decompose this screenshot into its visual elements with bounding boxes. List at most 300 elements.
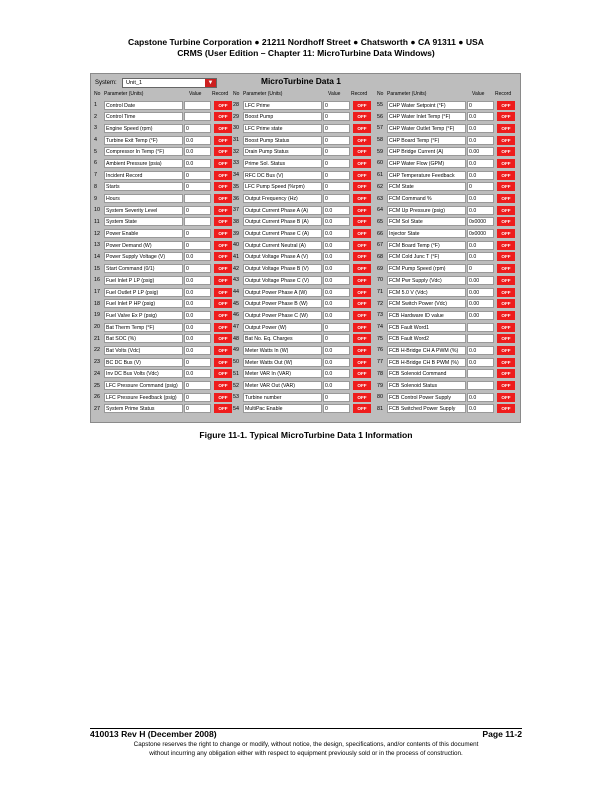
parameter-row bbox=[232, 169, 374, 181]
parameter-name: FCB H-Bridge CH B PWM (%) bbox=[387, 358, 466, 367]
parameter-number: 12 bbox=[94, 230, 100, 237]
parameter-row bbox=[376, 193, 518, 205]
parameter-row bbox=[232, 344, 374, 356]
parameter-number: 72 bbox=[377, 300, 383, 307]
page-header bbox=[0, 37, 612, 59]
parameter-value: 0 bbox=[184, 229, 211, 238]
record-toggle-button[interactable]: OFF bbox=[497, 147, 515, 156]
parameter-value: 0 bbox=[323, 147, 350, 156]
record-toggle-button[interactable]: OFF bbox=[214, 288, 232, 297]
record-toggle-button[interactable]: OFF bbox=[353, 147, 371, 156]
parameter-name: Inv DC Bus Volts (Vdc) bbox=[104, 369, 183, 378]
parameter-value: 0 bbox=[184, 241, 211, 250]
parameter-number: 1 bbox=[94, 102, 97, 108]
column-header-param: Parameter (Units) bbox=[104, 91, 144, 97]
column-header bbox=[376, 90, 518, 99]
parameter-number: 28 bbox=[233, 102, 239, 108]
parameter-value: 0 bbox=[184, 124, 211, 133]
parameter-number: 75 bbox=[377, 335, 383, 342]
record-toggle-button[interactable]: OFF bbox=[353, 252, 371, 261]
column-header-value: Value bbox=[189, 91, 202, 97]
record-toggle-button[interactable]: OFF bbox=[214, 252, 232, 261]
parameter-name: System Severity Level bbox=[104, 206, 183, 215]
parameter-name: FCM 5.0 V (Vdc) bbox=[387, 288, 466, 297]
parameter-value: 0.0 bbox=[467, 206, 494, 215]
record-toggle-button[interactable]: OFF bbox=[353, 358, 371, 367]
parameter-name: Injector State bbox=[387, 229, 466, 238]
parameter-row bbox=[93, 193, 235, 205]
parameter-value: 0.0 bbox=[467, 136, 494, 145]
record-toggle-button[interactable]: OFF bbox=[353, 393, 371, 402]
parameter-number: 78 bbox=[377, 370, 383, 377]
parameter-name: Turbine Exit Temp (°F) bbox=[104, 136, 183, 145]
parameter-name: Output Power (W) bbox=[243, 323, 322, 332]
parameter-name: FCB Control Power Supply bbox=[387, 393, 466, 402]
parameter-row bbox=[232, 333, 374, 345]
parameter-number: 76 bbox=[377, 347, 383, 354]
parameter-number: 77 bbox=[377, 359, 383, 366]
record-toggle-button[interactable]: OFF bbox=[497, 346, 515, 355]
parameter-value: 0 bbox=[467, 101, 494, 110]
record-toggle-button[interactable]: OFF bbox=[353, 241, 371, 250]
parameter-number: 47 bbox=[233, 324, 239, 331]
parameter-name: Hours bbox=[104, 194, 183, 203]
record-toggle-button[interactable]: OFF bbox=[497, 101, 515, 110]
parameter-row bbox=[93, 391, 235, 403]
record-toggle-button[interactable]: OFF bbox=[497, 276, 515, 285]
record-toggle-button[interactable]: OFF bbox=[214, 323, 232, 332]
parameter-row bbox=[93, 380, 235, 392]
parameter-name: Meter Watts In (W) bbox=[243, 346, 322, 355]
parameter-name: Power Supply Voltage (V) bbox=[104, 252, 183, 261]
parameter-value: 0.0 bbox=[467, 404, 494, 413]
record-toggle-button[interactable]: OFF bbox=[353, 206, 371, 215]
disclaimer-line-2: without incurring any obligation either with respect to equipment previously sold or in the process of construction. bbox=[149, 749, 463, 757]
parameter-name: LFC Pressure Feedback (psig) bbox=[104, 393, 183, 402]
parameter-number: 73 bbox=[377, 312, 383, 319]
record-toggle-button[interactable]: OFF bbox=[353, 182, 371, 191]
parameter-row bbox=[232, 391, 374, 403]
parameter-row bbox=[93, 99, 235, 111]
parameter-number: 49 bbox=[233, 347, 239, 354]
parameter-number: 34 bbox=[233, 172, 239, 179]
parameter-number: 80 bbox=[377, 394, 383, 401]
parameter-row bbox=[232, 122, 374, 134]
parameter-number: 33 bbox=[233, 160, 239, 167]
parameter-number: 44 bbox=[233, 289, 239, 295]
record-toggle-button[interactable]: OFF bbox=[214, 404, 232, 413]
parameter-row bbox=[232, 356, 374, 368]
record-toggle-button[interactable]: OFF bbox=[214, 334, 232, 343]
record-toggle-button[interactable]: OFF bbox=[214, 206, 232, 215]
parameter-number: 51 bbox=[233, 370, 239, 377]
record-toggle-button[interactable]: OFF bbox=[497, 323, 515, 332]
parameter-row bbox=[93, 321, 235, 333]
record-toggle-button[interactable]: OFF bbox=[214, 311, 232, 320]
parameter-row bbox=[93, 157, 235, 169]
parameter-row bbox=[376, 391, 518, 403]
parameter-number: 45 bbox=[233, 300, 239, 307]
record-toggle-button[interactable]: OFF bbox=[353, 229, 371, 238]
parameter-number: 31 bbox=[233, 137, 239, 144]
parameter-name: Control Date bbox=[104, 101, 183, 110]
parameter-value: 0.0 bbox=[467, 171, 494, 180]
parameter-number: 63 bbox=[377, 195, 383, 202]
parameter-number: 27 bbox=[94, 405, 100, 412]
record-toggle-button[interactable]: OFF bbox=[497, 171, 515, 180]
record-toggle-button[interactable]: OFF bbox=[353, 112, 371, 121]
parameter-number: 65 bbox=[377, 218, 383, 225]
parameter-value: 0.0 bbox=[184, 252, 211, 261]
parameter-name: Output Power Phase A (W) bbox=[243, 288, 322, 297]
parameter-row bbox=[93, 403, 235, 415]
parameter-number: 48 bbox=[233, 335, 239, 342]
parameter-value bbox=[467, 323, 494, 332]
parameter-row bbox=[232, 146, 374, 158]
parameter-name: BC DC Bus (V) bbox=[104, 358, 183, 367]
parameter-number: 69 bbox=[377, 265, 383, 272]
parameter-name: CHP Board Temp (°F) bbox=[387, 136, 466, 145]
parameter-number: 21 bbox=[94, 335, 100, 342]
record-toggle-button[interactable]: OFF bbox=[214, 147, 232, 156]
parameter-value: 0.00 bbox=[467, 147, 494, 156]
parameter-number: 4 bbox=[94, 137, 97, 144]
parameter-name: Compressor In Temp (°F) bbox=[104, 147, 183, 156]
parameter-row bbox=[376, 309, 518, 321]
parameter-number: 55 bbox=[377, 102, 383, 108]
parameter-value: 0.00 bbox=[467, 299, 494, 308]
parameter-number: 7 bbox=[94, 172, 97, 179]
record-toggle-button[interactable]: OFF bbox=[353, 323, 371, 332]
parameter-number: 11 bbox=[94, 218, 100, 225]
parameter-row bbox=[376, 344, 518, 356]
parameter-name: LFC Prime bbox=[243, 101, 322, 110]
parameter-name: Engine Speed (rpm) bbox=[104, 124, 183, 133]
parameter-value: 0.0 bbox=[467, 241, 494, 250]
record-toggle-button[interactable]: OFF bbox=[497, 229, 515, 238]
parameter-value bbox=[184, 112, 211, 121]
column-header-record: Record bbox=[351, 91, 368, 97]
record-toggle-button[interactable]: OFF bbox=[497, 381, 515, 390]
parameter-value: 0.00 bbox=[467, 311, 494, 320]
parameter-value: 0.00 bbox=[467, 288, 494, 297]
parameter-value: 0.0 bbox=[184, 323, 211, 332]
header-line-1: Capstone Turbine Corporation ● 21211 Nordhoff Street ● Chatsworth ● CA 91311 ● USA bbox=[128, 37, 484, 47]
record-toggle-button[interactable]: OFF bbox=[497, 159, 515, 168]
record-toggle-button[interactable]: OFF bbox=[497, 241, 515, 250]
parameter-name: System Prime Status bbox=[104, 404, 183, 413]
parameter-name: Fuel Inlet P LP (psig) bbox=[104, 276, 183, 285]
record-toggle-button[interactable]: OFF bbox=[214, 194, 232, 203]
record-toggle-button[interactable]: OFF bbox=[214, 381, 232, 390]
parameter-row bbox=[93, 333, 235, 345]
record-toggle-button[interactable]: OFF bbox=[353, 171, 371, 180]
parameter-value: 0 bbox=[184, 264, 211, 273]
record-toggle-button[interactable]: OFF bbox=[214, 159, 232, 168]
record-toggle-button[interactable]: OFF bbox=[214, 171, 232, 180]
parameter-name: FCB Fault Word1 bbox=[387, 323, 466, 332]
record-toggle-button[interactable]: OFF bbox=[497, 112, 515, 121]
parameter-value: 0 bbox=[467, 264, 494, 273]
parameter-name: FCB Solenoid Status bbox=[387, 381, 466, 390]
parameter-number: 15 bbox=[94, 265, 100, 272]
parameter-row bbox=[232, 99, 374, 111]
column-header-param: Parameter (Units) bbox=[387, 91, 427, 97]
parameter-value: 0.0 bbox=[184, 299, 211, 308]
record-toggle-button[interactable]: OFF bbox=[214, 299, 232, 308]
parameter-row bbox=[93, 122, 235, 134]
parameter-value: 0.0 bbox=[467, 358, 494, 367]
parameter-name: LFC Pump Speed (%rpm) bbox=[243, 182, 322, 191]
parameter-number: 38 bbox=[233, 218, 239, 225]
parameter-number: 56 bbox=[377, 113, 383, 120]
parameter-value: 0.0 bbox=[323, 299, 350, 308]
parameter-number: 9 bbox=[94, 195, 97, 202]
parameter-name: RFC DC Bus (V) bbox=[243, 171, 322, 180]
parameter-number: 52 bbox=[233, 382, 239, 389]
parameter-value: 0.0 bbox=[323, 264, 350, 273]
parameter-value: 0 bbox=[184, 182, 211, 191]
parameter-number: 26 bbox=[94, 394, 100, 401]
column-header-value: Value bbox=[328, 91, 341, 97]
parameter-row bbox=[232, 111, 374, 123]
record-toggle-button[interactable]: OFF bbox=[353, 101, 371, 110]
parameter-row bbox=[93, 344, 235, 356]
parameter-row bbox=[376, 286, 518, 298]
record-toggle-button[interactable]: OFF bbox=[353, 276, 371, 285]
system-label: System: bbox=[95, 80, 117, 86]
parameter-name: Starts bbox=[104, 182, 183, 191]
parameter-number: 39 bbox=[233, 230, 239, 237]
parameter-value: 0x0000 bbox=[467, 217, 494, 226]
parameter-number: 25 bbox=[94, 382, 100, 389]
record-toggle-button[interactable]: OFF bbox=[353, 311, 371, 320]
record-toggle-button[interactable]: OFF bbox=[214, 101, 232, 110]
parameter-row bbox=[232, 380, 374, 392]
parameter-number: 37 bbox=[233, 207, 239, 214]
parameter-number: 24 bbox=[94, 370, 100, 377]
parameter-name: Fuel Inlet P HP (psig) bbox=[104, 299, 183, 308]
record-toggle-button[interactable]: OFF bbox=[353, 404, 371, 413]
parameter-value: 0 bbox=[323, 334, 350, 343]
record-toggle-button[interactable]: OFF bbox=[497, 393, 515, 402]
parameter-name: Drain Pump Status bbox=[243, 147, 322, 156]
record-toggle-button[interactable]: OFF bbox=[214, 112, 232, 121]
parameter-number: 79 bbox=[377, 382, 383, 389]
parameter-row bbox=[376, 122, 518, 134]
parameter-value: 0 bbox=[323, 171, 350, 180]
parameter-number: 16 bbox=[94, 277, 100, 284]
parameter-name: FCM Pump Speed (rpm) bbox=[387, 264, 466, 273]
parameter-row bbox=[232, 298, 374, 310]
parameter-value: 0.0 bbox=[323, 252, 350, 261]
parameter-name: Incident Record bbox=[104, 171, 183, 180]
parameter-name: FCM Command % bbox=[387, 194, 466, 203]
parameter-value: 0.0 bbox=[467, 346, 494, 355]
parameter-row bbox=[376, 356, 518, 368]
record-toggle-button[interactable]: OFF bbox=[214, 358, 232, 367]
record-toggle-button[interactable]: OFF bbox=[497, 334, 515, 343]
parameter-row bbox=[376, 169, 518, 181]
parameter-row bbox=[232, 193, 374, 205]
parameter-name: Output Power Phase B (W) bbox=[243, 299, 322, 308]
parameter-name: Meter VAR Out (VAR) bbox=[243, 381, 322, 390]
parameter-value: 0.0 bbox=[323, 288, 350, 297]
parameter-name: FCB Fault Word2 bbox=[387, 334, 466, 343]
parameter-name: Bat Volts (Vdc) bbox=[104, 346, 183, 355]
record-toggle-button[interactable]: OFF bbox=[497, 182, 515, 191]
column-header-record: Record bbox=[495, 91, 512, 97]
parameter-name: Prime Sol. Status bbox=[243, 159, 322, 168]
parameter-value: 0.0 bbox=[323, 311, 350, 320]
record-toggle-button[interactable]: OFF bbox=[353, 369, 371, 378]
parameter-row bbox=[232, 321, 374, 333]
record-toggle-button[interactable]: OFF bbox=[214, 264, 232, 273]
record-toggle-button[interactable]: OFF bbox=[497, 124, 515, 133]
record-toggle-button[interactable]: OFF bbox=[497, 217, 515, 226]
parameter-name: Output Power Phase C (W) bbox=[243, 311, 322, 320]
parameter-row bbox=[376, 134, 518, 146]
parameter-column-2 bbox=[232, 90, 374, 415]
record-toggle-button[interactable]: OFF bbox=[497, 264, 515, 273]
parameter-number: 40 bbox=[233, 242, 239, 249]
record-toggle-button[interactable]: OFF bbox=[497, 299, 515, 308]
parameter-value: 0x0000 bbox=[467, 229, 494, 238]
parameter-name: Meter VAR In (VAR) bbox=[243, 369, 322, 378]
parameter-number: 46 bbox=[233, 312, 239, 319]
parameter-value: 0.0 bbox=[323, 206, 350, 215]
parameter-name: CHP Water Setpoint (°F) bbox=[387, 101, 466, 110]
parameter-name: CHP Water Flow (GPM) bbox=[387, 159, 466, 168]
parameter-row bbox=[232, 309, 374, 321]
parameter-name: Bat No. Eq. Charges bbox=[243, 334, 322, 343]
record-toggle-button[interactable]: OFF bbox=[214, 241, 232, 250]
parameter-row bbox=[232, 263, 374, 275]
parameter-row bbox=[93, 274, 235, 286]
parameter-column-1 bbox=[93, 90, 235, 415]
record-toggle-button[interactable]: OFF bbox=[497, 311, 515, 320]
record-toggle-button[interactable]: OFF bbox=[497, 206, 515, 215]
record-toggle-button[interactable]: OFF bbox=[214, 229, 232, 238]
parameter-row bbox=[376, 368, 518, 380]
parameter-number: 43 bbox=[233, 277, 239, 284]
parameter-name: Control Time bbox=[104, 112, 183, 121]
figure-caption: Figure 11-1. Typical MicroTurbine Data 1 Information bbox=[199, 430, 413, 440]
record-toggle-button[interactable]: OFF bbox=[497, 404, 515, 413]
parameter-value: 0.0 bbox=[184, 334, 211, 343]
parameter-value: 0.0 bbox=[184, 311, 211, 320]
record-toggle-button[interactable]: OFF bbox=[214, 182, 232, 191]
parameter-value: 0 bbox=[323, 194, 350, 203]
record-toggle-button[interactable]: OFF bbox=[353, 299, 371, 308]
parameter-name: FCB Solenoid Command bbox=[387, 369, 466, 378]
parameter-number: 13 bbox=[94, 242, 100, 249]
parameter-row bbox=[93, 169, 235, 181]
parameter-value: 0.0 bbox=[184, 346, 211, 355]
parameter-row bbox=[232, 216, 374, 228]
parameter-value: 0 bbox=[323, 124, 350, 133]
parameter-value: 0 bbox=[184, 381, 211, 390]
record-toggle-button[interactable]: OFF bbox=[353, 288, 371, 297]
parameter-number: 18 bbox=[94, 300, 100, 307]
parameter-value: 0.00 bbox=[467, 276, 494, 285]
parameter-number: 22 bbox=[94, 347, 100, 354]
record-toggle-button[interactable]: OFF bbox=[353, 381, 371, 390]
record-toggle-button[interactable]: OFF bbox=[497, 252, 515, 261]
parameter-row bbox=[93, 146, 235, 158]
parameter-number: 23 bbox=[94, 359, 100, 366]
column-header-record: Record bbox=[212, 91, 229, 97]
parameter-value: 0.0 bbox=[184, 276, 211, 285]
record-toggle-button[interactable]: OFF bbox=[497, 358, 515, 367]
parameter-name: Fuel Outlet P LP (psig) bbox=[104, 288, 183, 297]
parameter-row bbox=[232, 403, 374, 415]
record-toggle-button[interactable]: OFF bbox=[497, 369, 515, 378]
record-toggle-button[interactable]: OFF bbox=[353, 159, 371, 168]
parameter-name: Meter Watts Out (W) bbox=[243, 358, 322, 367]
record-toggle-button[interactable]: OFF bbox=[214, 136, 232, 145]
parameter-row bbox=[93, 356, 235, 368]
parameter-name: CHP Water Inlet Temp (°F) bbox=[387, 112, 466, 121]
record-toggle-button[interactable]: OFF bbox=[497, 194, 515, 203]
dropdown-arrow-icon[interactable]: ▼ bbox=[205, 79, 216, 87]
microturbine-data-panel bbox=[90, 73, 521, 423]
panel-title: MicroTurbine Data 1 bbox=[261, 76, 341, 86]
record-toggle-button[interactable]: OFF bbox=[214, 124, 232, 133]
parameter-value: 0 bbox=[184, 206, 211, 215]
parameter-name: Bat SOC (%) bbox=[104, 334, 183, 343]
parameter-name: Power Enable bbox=[104, 229, 183, 238]
parameter-row bbox=[232, 251, 374, 263]
parameter-number: 70 bbox=[377, 277, 383, 284]
parameter-name: Start Command (0/1) bbox=[104, 264, 183, 273]
record-toggle-button[interactable]: OFF bbox=[214, 393, 232, 402]
parameter-value: 0 bbox=[323, 101, 350, 110]
parameter-name: CHP Water Outlet Temp (°F) bbox=[387, 124, 466, 133]
parameter-value: 0 bbox=[184, 393, 211, 402]
system-select[interactable] bbox=[122, 78, 217, 88]
record-toggle-button[interactable]: OFF bbox=[353, 136, 371, 145]
parameter-row bbox=[232, 157, 374, 169]
parameter-name: Output Voltage Phase B (V) bbox=[243, 264, 322, 273]
parameter-value: 0 bbox=[323, 136, 350, 145]
parameter-number: 66 bbox=[377, 230, 383, 237]
header-line-2: CRMS (User Edition – Chapter 11: MicroTurbine Data Windows) bbox=[177, 48, 435, 58]
record-toggle-button[interactable]: OFF bbox=[214, 276, 232, 285]
record-toggle-button[interactable]: OFF bbox=[353, 124, 371, 133]
parameter-number: 20 bbox=[94, 324, 100, 331]
record-toggle-button[interactable]: OFF bbox=[214, 217, 232, 226]
record-toggle-button[interactable]: OFF bbox=[497, 136, 515, 145]
parameter-number: 71 bbox=[377, 289, 383, 295]
record-toggle-button[interactable]: OFF bbox=[353, 194, 371, 203]
record-toggle-button[interactable]: OFF bbox=[353, 346, 371, 355]
parameter-number: 10 bbox=[94, 207, 100, 214]
record-toggle-button[interactable]: OFF bbox=[497, 288, 515, 297]
parameter-value: 0.0 bbox=[323, 241, 350, 250]
record-toggle-button[interactable]: OFF bbox=[214, 369, 232, 378]
parameter-name: Ambient Pressure (psia) bbox=[104, 159, 183, 168]
parameter-value: 0 bbox=[323, 112, 350, 121]
parameter-value: 0 bbox=[184, 404, 211, 413]
record-toggle-button[interactable]: OFF bbox=[353, 217, 371, 226]
record-toggle-button[interactable]: OFF bbox=[214, 346, 232, 355]
record-toggle-button[interactable]: OFF bbox=[353, 264, 371, 273]
parameter-row bbox=[232, 228, 374, 240]
record-toggle-button[interactable]: OFF bbox=[353, 334, 371, 343]
parameter-row bbox=[376, 403, 518, 415]
parameter-name: Output Current Phase A (A) bbox=[243, 206, 322, 215]
